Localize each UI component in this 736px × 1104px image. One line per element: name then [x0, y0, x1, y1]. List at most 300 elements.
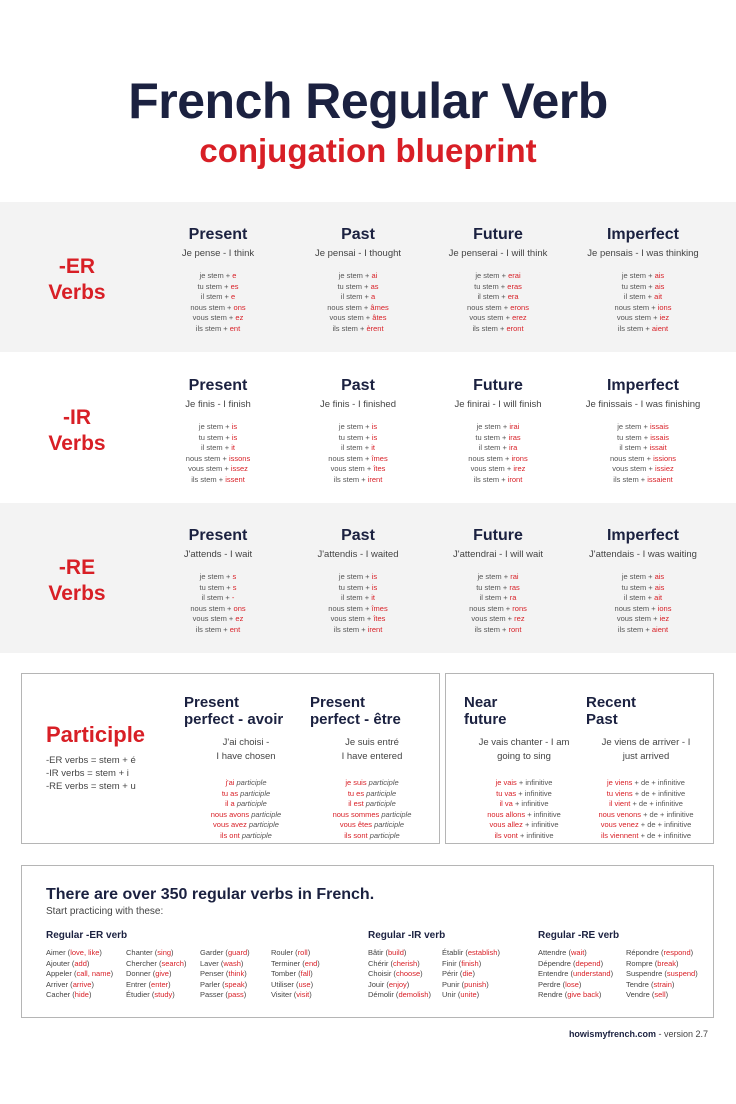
- ending: it: [231, 443, 235, 452]
- ending: e: [231, 292, 236, 301]
- conjugation-rules: [148, 271, 288, 334]
- verb-group-ending: -RE: [58, 556, 96, 579]
- verb-entry: Finir (finish): [442, 958, 482, 968]
- verb-entry: Laver (wash): [200, 958, 244, 968]
- conjugation-line: tu stem + iras: [475, 432, 521, 442]
- tense-name: Imperfect: [606, 377, 680, 394]
- verb-group-ending: -ER: [58, 255, 96, 278]
- near-line: [586, 789, 706, 800]
- verb-entry: Unir (unite): [442, 990, 480, 999]
- verb-french: Jouir: [368, 979, 385, 989]
- ending: îmes: [371, 603, 388, 613]
- compound-tense-name: [310, 694, 434, 728]
- pronoun-stem: ils stem: [472, 323, 498, 333]
- conjugation-line: nous stem + irons: [468, 453, 528, 463]
- participle-rule: -IR verbs = stem + i: [46, 768, 129, 779]
- verb-english: call, name: [76, 969, 111, 978]
- near-tense-name-line: future: [464, 711, 507, 728]
- infinitive-rule: + infinitive: [514, 799, 549, 808]
- infinitive-rule: + infinitive: [518, 778, 553, 787]
- conjugation-line: vous stem + îtes: [330, 614, 386, 623]
- pronoun-stem: il stem: [340, 292, 363, 301]
- tense-name: Present: [188, 226, 248, 243]
- ending: rons: [512, 603, 527, 613]
- page-subtitle: conjugation blueprint: [199, 132, 537, 169]
- pronoun-stem: vous stem: [470, 464, 505, 473]
- ending: îtes: [373, 614, 386, 623]
- conjugation-line: tu stem + as: [337, 281, 379, 291]
- near-tenses-box: [445, 673, 714, 844]
- pronoun-stem: vous stem: [329, 313, 364, 322]
- verb-english: love, like: [70, 948, 100, 957]
- conjugation-line: il stem + e: [200, 292, 236, 301]
- conjugation-line: nous stem + îmes: [328, 453, 388, 463]
- conjugation-line: vous stem + îtes: [330, 464, 386, 473]
- pronoun-stem: je stem: [338, 572, 364, 581]
- verb-french: Étudier: [126, 990, 150, 999]
- footer-site: howismyfrench.com: [568, 1029, 656, 1039]
- pronoun-stem: je stem: [475, 271, 500, 280]
- pronoun-stem: je stem: [476, 422, 501, 431]
- conjugation-line: tu stem + ais: [621, 582, 665, 592]
- verb-entry: Attendre (wait): [538, 948, 587, 957]
- verb-entry: Rouler (roll): [271, 948, 311, 957]
- verb-french: Punir: [442, 979, 460, 989]
- conjugation-line: tu stem + eras: [474, 281, 522, 291]
- tense-name: Future: [473, 377, 523, 394]
- conjugation-line: je stem + s: [199, 572, 237, 581]
- verb-list-subheading: Start practicing with these:: [46, 906, 164, 917]
- verb-english: unite: [460, 990, 477, 999]
- pronoun-stem: ils stem: [617, 624, 644, 634]
- verb-french: Utiliser: [271, 979, 294, 989]
- verb-english: build: [388, 948, 404, 957]
- conjugation-rules: [573, 271, 713, 334]
- tense-example: J'attendrai - I will wait: [453, 549, 543, 560]
- verb-category-title: Regular -ER verb: [46, 930, 128, 941]
- pronoun-stem: ils stem: [617, 323, 644, 333]
- conjugation-line: tu stem + es: [197, 281, 239, 291]
- conjugation-line: tu stem + is: [198, 432, 238, 442]
- conjugation-line: ils stem + irent: [333, 474, 383, 484]
- tense-example: Je pensai - I thought: [314, 248, 402, 259]
- verb-entry: Suspendre (suspend): [626, 969, 698, 978]
- infinitive-rule: + infinitive: [527, 809, 561, 819]
- compound-line: [310, 789, 434, 800]
- verb-english: sell: [654, 990, 666, 999]
- pronoun-stem: il stem: [623, 292, 646, 301]
- ending: issait: [649, 443, 667, 452]
- example-line: Je viens de arriver - I: [601, 737, 691, 748]
- ending: ra: [509, 593, 517, 602]
- pronoun-stem: tu stem: [338, 432, 364, 442]
- ending: is: [371, 572, 378, 581]
- tense-name: Past: [341, 527, 375, 544]
- conjugation-line: tu stem + is: [338, 582, 378, 592]
- verb-english: end: [304, 958, 318, 968]
- page-title: French Regular Verb: [128, 73, 608, 129]
- conjugation-line: je stem + rai: [477, 572, 519, 581]
- compound-tense-column: [310, 694, 434, 841]
- verb-entry: Tendre (strain): [626, 979, 675, 989]
- pronoun-stem: nous stem: [609, 453, 645, 463]
- conjugation-line: nous stem + îmes: [328, 603, 388, 613]
- conjugation-rules: [428, 572, 568, 635]
- verb-english: study: [154, 990, 173, 999]
- verb-entry: Dépendre (depend): [538, 958, 604, 968]
- ending: -: [231, 593, 235, 602]
- verb-entry: Démolir (demolish): [368, 990, 431, 999]
- participle-word: participle: [240, 788, 271, 798]
- verb-french: Unir: [442, 990, 456, 999]
- footer: [569, 1029, 708, 1039]
- subject-verb: vous venez: [600, 820, 639, 829]
- near-tense-column: [464, 694, 584, 841]
- participle-word: participle: [251, 809, 282, 819]
- pronoun-stem: vous stem: [616, 313, 652, 322]
- verb-entry: Tomber (fall): [271, 969, 313, 978]
- conjugation-line: tu stem + issais: [617, 432, 669, 442]
- conjugation-line: je stem + ai: [338, 271, 378, 280]
- participle-word: participle: [374, 820, 405, 829]
- tense-column: [288, 226, 428, 334]
- ending: ons: [233, 302, 246, 312]
- verb-french: Vendre: [626, 990, 650, 999]
- verb-entry: Visiter (visit): [271, 990, 312, 999]
- ending: âmes: [370, 302, 389, 312]
- compound-line: [184, 799, 308, 810]
- tense-example: Je pense - I think: [181, 248, 255, 259]
- pronoun-stem: nous stem: [469, 603, 504, 613]
- verb-french: Chanter: [126, 948, 153, 957]
- verb-english: suspend: [666, 969, 696, 978]
- verb-french: Entendre: [538, 969, 569, 978]
- verb-group-label: [22, 405, 132, 457]
- near-line: [586, 810, 706, 821]
- conjugation-line: ils stem + ent: [195, 624, 241, 634]
- conjugation-line: tu stem + s: [199, 582, 237, 592]
- infinitive-rule: + de + infinitive: [640, 820, 692, 829]
- verb-french: Appeler: [46, 969, 72, 978]
- conjugation-line: ils stem + aient: [617, 624, 669, 634]
- pronoun-stem: ils stem: [195, 323, 222, 333]
- ending: iez: [659, 614, 670, 623]
- ending: ons: [233, 603, 246, 613]
- auxiliary: ils ont: [220, 830, 240, 840]
- ending: issais: [650, 432, 669, 442]
- verb-french: Rendre: [538, 990, 563, 999]
- verb-english: punish: [464, 979, 487, 989]
- pronoun-stem: ils stem: [332, 323, 358, 333]
- participle-rule: -RE verbs = stem + u: [46, 781, 136, 792]
- example-line: J'ai choisi -: [222, 737, 270, 748]
- conjugation-line: je stem + issais: [617, 422, 669, 431]
- compound-tense-column: [184, 694, 308, 841]
- pronoun-stem: vous stem: [330, 614, 365, 623]
- ending: ent: [229, 624, 241, 634]
- verb-french: Parler: [200, 979, 221, 989]
- pronoun-stem: il stem: [619, 443, 641, 452]
- participle-word: participle: [236, 799, 267, 808]
- verb-group-label: [22, 254, 132, 306]
- auxiliary: nous sommes: [332, 809, 380, 819]
- conjugation-line: ils stem + eront: [472, 323, 524, 333]
- participle-word: participle: [381, 809, 412, 819]
- pronoun-stem: ils stem: [195, 624, 222, 634]
- tense-name: Future: [473, 527, 523, 544]
- ending: rai: [510, 572, 519, 581]
- pronoun-stem: vous stem: [616, 614, 652, 623]
- tense-example: Je finirai - I will finish: [454, 399, 542, 410]
- pronoun-stem: ils stem: [191, 474, 217, 484]
- verb-english: add: [74, 958, 87, 968]
- ending: îmes: [371, 453, 388, 463]
- compound-tense-name-line: Present: [310, 694, 366, 711]
- conjugation-line: ils stem + ent: [195, 323, 241, 333]
- auxiliary: il a: [225, 799, 235, 808]
- ending: eront: [506, 323, 524, 333]
- verb-english: pass: [227, 990, 244, 999]
- verb-entry: Parler (speak): [200, 979, 248, 989]
- tense-column: [148, 226, 288, 334]
- ending: a: [371, 292, 376, 301]
- compound-tense-example: [310, 736, 434, 764]
- conjugation-line: ils stem + issent: [191, 474, 245, 484]
- ending: issez: [230, 464, 248, 473]
- ending: ais: [654, 271, 665, 280]
- verb-french: Rompre: [626, 958, 653, 968]
- ending: ait: [654, 593, 663, 602]
- verb-french: Passer: [200, 990, 224, 999]
- conjugation-line: nous stem + ons: [190, 302, 246, 312]
- compound-line: [184, 810, 308, 821]
- pronoun-stem: je stem: [199, 271, 224, 280]
- ending: iront: [507, 474, 523, 484]
- auxiliary: tu es: [347, 788, 365, 798]
- verb-french: Dépendre: [538, 958, 571, 968]
- verb-entry: Appeler (call, name): [46, 969, 114, 978]
- ending: irai: [509, 422, 520, 431]
- near-rules: [464, 778, 584, 841]
- verb-french: Tendre: [626, 979, 649, 989]
- verb-column: [126, 948, 186, 1001]
- tense-name: Past: [341, 226, 375, 243]
- tense-column: [573, 527, 713, 635]
- example-line: I have chosen: [216, 751, 276, 762]
- infinitive-rule: + de + infinitive: [643, 809, 694, 819]
- verb-entry: Chercher (search): [126, 958, 187, 968]
- verb-english: give: [155, 969, 169, 978]
- participle-word: participle: [241, 830, 272, 840]
- ending: is: [371, 582, 378, 592]
- tense-column: [148, 377, 288, 485]
- conjugation-rules: [573, 422, 713, 485]
- verb-french: Rouler: [271, 948, 294, 957]
- conjugation-line: ils stem + aient: [617, 323, 669, 333]
- participle-word: participle: [366, 788, 397, 798]
- conjugation-line: vous stem + ez: [192, 313, 244, 322]
- conjugation-line: nous stem + erons: [467, 302, 529, 312]
- near-line: [464, 778, 584, 789]
- tense-column: [148, 527, 288, 635]
- ending: ez: [235, 614, 244, 623]
- tense-column: [573, 377, 713, 485]
- conjugation-line: vous stem + issiez: [612, 464, 674, 473]
- conjugation-line: je stem + e: [199, 271, 237, 280]
- tense-column: [428, 377, 568, 485]
- subject-verb: je viens: [607, 778, 633, 787]
- verb-french: Donner: [126, 969, 151, 978]
- conjugation-line: je stem + is: [338, 422, 378, 431]
- compound-line: [184, 778, 308, 789]
- near-tense-name: [464, 694, 584, 728]
- pronoun-stem: nous stem: [467, 302, 502, 312]
- verb-french: Aimer: [46, 948, 66, 957]
- verb-entry: Passer (pass): [200, 990, 247, 999]
- example-line: Je suis entré: [345, 737, 399, 748]
- verb-entry: Aimer (love, like): [46, 948, 102, 957]
- ending: issaient: [647, 474, 673, 484]
- participle-rules: [46, 754, 136, 793]
- pronoun-stem: tu stem: [199, 582, 225, 592]
- verb-english: die: [462, 969, 473, 978]
- pronoun-stem: il stem: [201, 443, 223, 452]
- ending: ira: [508, 443, 518, 452]
- subject-verb: vous allez: [489, 820, 523, 829]
- ending: s: [232, 582, 237, 592]
- verb-entry: Choisir (choose): [368, 969, 423, 978]
- verb-entry: Entrer (enter): [126, 979, 171, 989]
- ending: ions: [657, 603, 672, 613]
- pronoun-stem: ils stem: [473, 474, 500, 484]
- pronoun-stem: je stem: [338, 422, 364, 431]
- pronoun-stem: je stem: [617, 422, 642, 431]
- verb-entry: Penser (think): [200, 969, 247, 978]
- verb-english: enter: [151, 979, 169, 989]
- pronoun-stem: tu stem: [476, 582, 501, 592]
- pronoun-stem: tu stem: [475, 432, 500, 442]
- conjugation-line: il stem + -: [201, 593, 235, 602]
- verb-column: [626, 948, 698, 1001]
- pronoun-stem: nous stem: [328, 453, 363, 463]
- auxiliary: ils sont: [344, 830, 368, 840]
- conjugation-line: je stem + ais: [621, 271, 665, 280]
- ending: irez: [513, 464, 526, 473]
- verb-english: lose: [565, 979, 579, 989]
- ending: ait: [654, 292, 663, 301]
- verb-english: think: [228, 969, 245, 978]
- pronoun-stem: vous stem: [612, 464, 647, 473]
- verb-entry: Utiliser (use): [271, 979, 314, 989]
- verb-english: guard: [227, 948, 248, 957]
- verb-english: sing: [157, 948, 172, 957]
- compound-tense-name: [184, 694, 308, 728]
- ending: issais: [649, 422, 669, 431]
- verb-english: finish: [461, 958, 479, 968]
- verb-french: Arriver: [46, 979, 69, 989]
- conjugation-rules: [288, 422, 428, 485]
- near-line: [464, 799, 584, 810]
- compound-line: [310, 831, 434, 842]
- ending: as: [370, 281, 379, 291]
- infinitive-rule: + de + infinitive: [634, 788, 686, 798]
- conjugation-line: nous stem + ions: [614, 603, 672, 613]
- ending: rez: [514, 614, 525, 623]
- conjugation-rules: [148, 422, 288, 485]
- verb-entry: Bâtir (build): [368, 948, 407, 957]
- ending: ras: [509, 582, 520, 592]
- verb-french: Périr: [442, 969, 458, 978]
- conjugation-line: tu stem + is: [338, 432, 378, 442]
- verb-group-word: Verbs: [48, 281, 106, 304]
- verb-entry: Entendre (understand): [538, 969, 614, 978]
- pronoun-stem: tu stem: [197, 281, 223, 291]
- conjugation-line: il stem + ira: [478, 443, 518, 452]
- verb-column: [271, 948, 320, 1001]
- conjugation-line: nous stem + issions: [609, 453, 677, 463]
- ending: ent: [229, 323, 241, 333]
- tense-example: Je finis - I finished: [319, 399, 397, 410]
- ending: irent: [367, 624, 383, 634]
- tense-name: Present: [188, 527, 248, 544]
- pronoun-stem: il stem: [478, 443, 501, 452]
- near-tense-name-line: Past: [586, 711, 618, 728]
- conjugation-line: il stem + it: [341, 593, 375, 602]
- conjugation-line: il stem + it: [341, 443, 375, 452]
- near-line: [586, 799, 706, 810]
- conjugation-line: vous stem + rez: [471, 614, 525, 623]
- ending: iras: [508, 432, 521, 442]
- example-line: just arrived: [622, 751, 670, 762]
- pronoun-stem: il stem: [341, 443, 363, 452]
- participle-word: participle: [248, 820, 279, 829]
- pronoun-stem: je stem: [477, 572, 502, 581]
- pronoun-stem: nous stem: [185, 453, 221, 463]
- subject-verb: nous allons: [487, 809, 526, 819]
- verb-group-band: [0, 503, 736, 653]
- verb-group-word: Verbs: [48, 582, 106, 605]
- verb-column: [200, 948, 250, 1001]
- verb-english: fall: [300, 969, 311, 978]
- conjugation-line: nous stem + ons: [190, 603, 246, 613]
- conjugation-line: vous stem + irez: [470, 464, 526, 473]
- pronoun-stem: ils stem: [613, 474, 639, 484]
- pronoun-stem: tu stem: [337, 281, 363, 291]
- auxiliary: vous avez: [213, 820, 247, 829]
- pronoun-stem: tu stem: [338, 582, 364, 592]
- pronoun-stem: nous stem: [328, 603, 363, 613]
- pronoun-stem: vous stem: [469, 313, 504, 322]
- pronoun-stem: il stem: [200, 292, 223, 301]
- verb-english: wait: [570, 948, 585, 957]
- verb-group-band: [0, 353, 736, 503]
- verb-entry: Rompre (break): [626, 958, 679, 968]
- conjugation-line: ils stem + issaient: [613, 474, 673, 484]
- conjugation-line: nous stem + issons: [185, 453, 251, 463]
- compound-line: [310, 799, 434, 810]
- verb-category-title: Regular -IR verb: [368, 930, 446, 941]
- compound-tense-name-line: Present: [184, 694, 240, 711]
- ending: issons: [228, 453, 251, 463]
- verb-entry: Établir (establish): [442, 948, 500, 957]
- verb-french: Bâtir: [368, 948, 384, 957]
- near-tense-column: [586, 694, 706, 841]
- conjugation-line: je stem + is: [198, 422, 238, 431]
- ending: irons: [511, 453, 528, 463]
- verb-english: cherish: [393, 958, 418, 968]
- near-tense-example: [464, 736, 584, 764]
- conjugation-line: il stem + era: [477, 292, 519, 301]
